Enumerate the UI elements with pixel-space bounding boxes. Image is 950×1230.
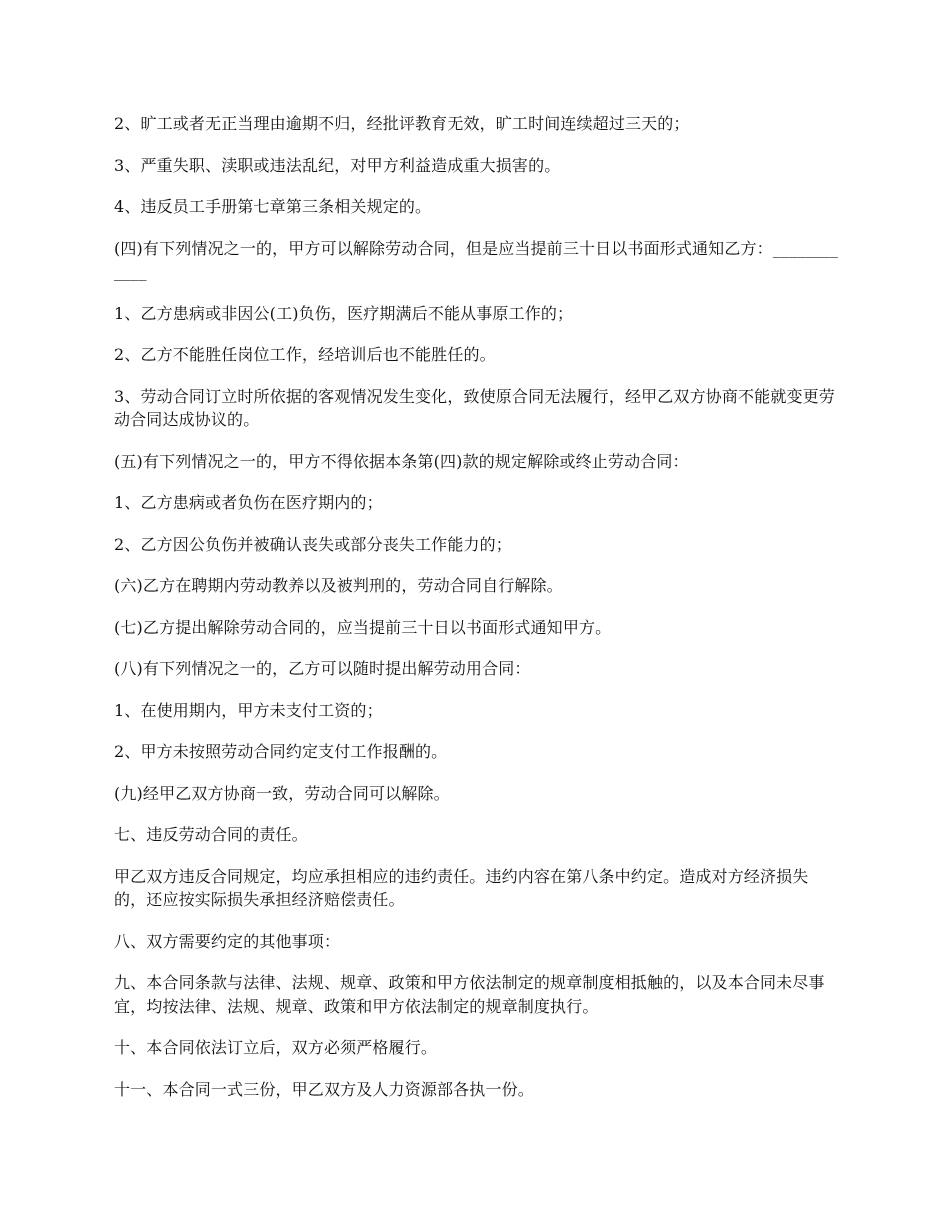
paragraph-section-5-item-2: 2、乙方因公负伤并被确认丧失或部分丧失工作能力的； <box>114 534 512 554</box>
paragraph-section-5-restrictions: (五)有下列情况之一的，甲方不得依据本条第(四)款的规定解除或终止劳动合同： <box>114 451 689 471</box>
paragraph-section-8-item-1: 1、在使用期内，甲方未支付工资的； <box>114 700 383 720</box>
paragraph-section-8-item-2: 2、甲方未按照劳动合同约定支付工作报酬的。 <box>114 742 448 761</box>
paragraph-article-7-body: 甲乙双方违反合同规定，均应承担相应的违约责任。违约内容在第八条中约定。造成对方经济损失的，还应按实际损失承担经济赔偿责任。 <box>114 866 809 909</box>
heading-article-7: 七、违反劳动合同的责任。 <box>114 825 308 844</box>
heading-article-8: 八、双方需要约定的其他事项： <box>114 931 341 951</box>
paragraph-section-6: (六)乙方在聘期内劳动教养以及被判刑的，劳动合同自行解除。 <box>114 576 563 595</box>
paragraph-section-8: (八)有下列情况之一的，乙方可以随时提出解劳动用合同： <box>114 659 531 678</box>
paragraph-section-7: (七)乙方提出解除劳动合同的，应当提前三十日以书面形式通知甲方。 <box>114 617 612 637</box>
paragraph-section-5-item-1: 1、乙方患病或者负伤在医疗期内的； <box>114 493 383 512</box>
paragraph-section-4-termination-notice: (四)有下列情况之一的，甲方可以解除劳动合同，但是应当提前三十日以书面形式通知乙方：____________ <box>114 238 838 281</box>
paragraph-section-4-item-2: 2、乙方不能胜任岗位工作，经培训后也不能胜任的。 <box>114 345 496 364</box>
paragraph-article-11: 十一、本合同一式三份，甲乙双方及人力资源部各执一份。 <box>114 1079 534 1099</box>
paragraph-clause-4-handbook: 4、违反员工手册第七章第三条相关规定的。 <box>114 197 432 216</box>
paragraph-section-9: (九)经甲乙双方协商一致，劳动合同可以解除。 <box>114 783 450 803</box>
paragraph-article-9: 九、本合同条款与法律、法规、规章、政策和甲方依法制定的规章制度相抵触的，以及本合同未尽事宜，均按法律、法规、规章、政策和甲方依法制定的规章制度执行。 <box>114 973 825 1016</box>
paragraph-section-4-item-3: 3、劳动合同订立时所依据的客观情况发生变化，致使原合同无法履行，经甲乙双方协商不能就变更劳动合同达成协议的。 <box>114 386 835 429</box>
paragraph-clause-3-misconduct: 3、严重失职、渎职或违法乱纪，对甲方利益造成重大损害的。 <box>114 155 561 175</box>
paragraph-section-4-item-1: 1、乙方患病或非因公(工)负伤，医疗期满后不能从事原工作的； <box>114 303 574 323</box>
paragraph-clause-2-absence: 2、旷工或者无正当理由逾期不归，经批评教育无效，旷工时间连续超过三天的； <box>114 114 690 133</box>
paragraph-article-10: 十、本合同依法订立后，双方必须严格履行。 <box>114 1038 438 1057</box>
